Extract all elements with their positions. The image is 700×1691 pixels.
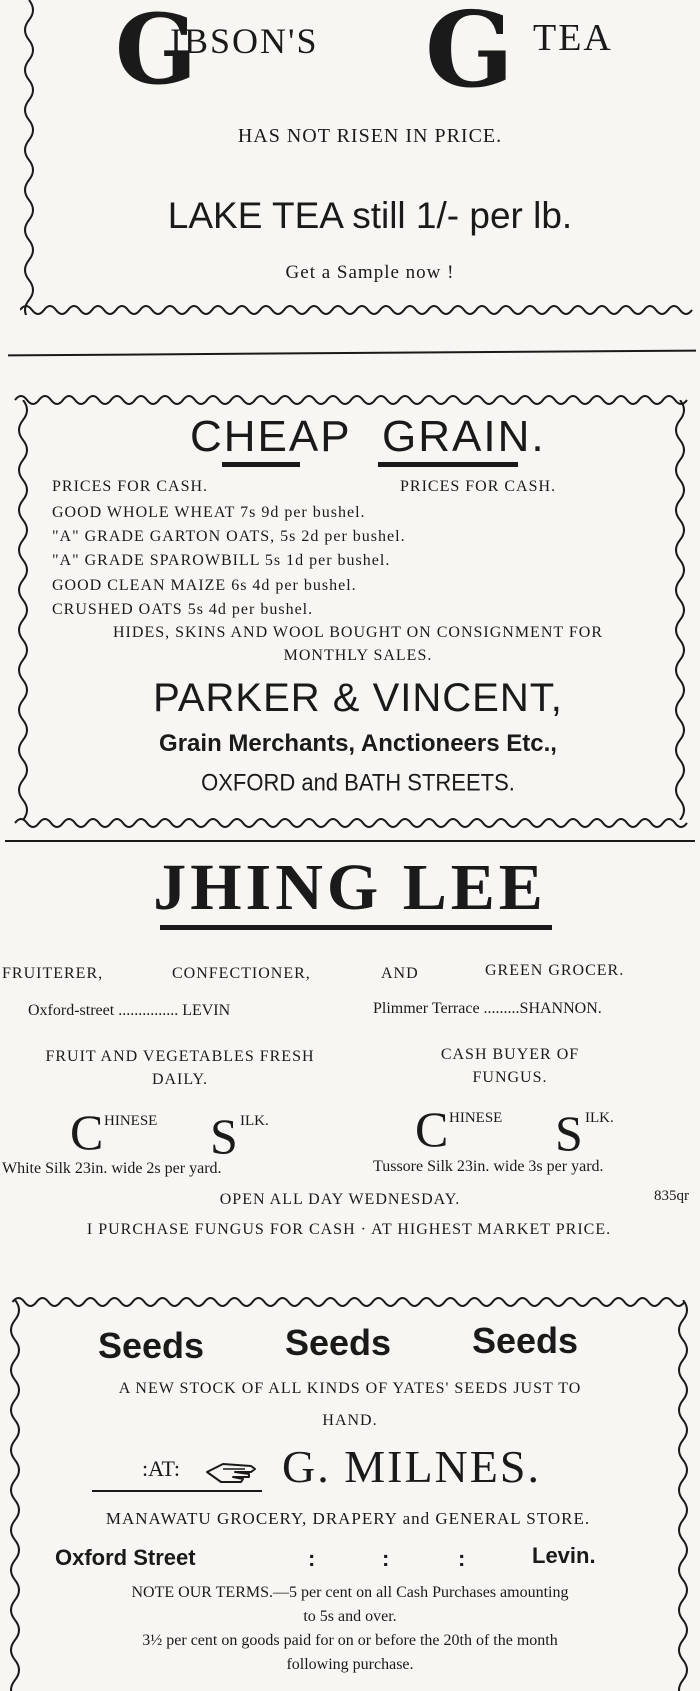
milnes-name: G. MILNES.: [282, 1441, 541, 1492]
colon-separator: :: [308, 1546, 316, 1571]
grain-word: GRAIN.: [382, 412, 546, 461]
terms-line-4: following purchase.: [286, 1656, 414, 1673]
stock-line-2: HAND.: [322, 1412, 378, 1429]
firm-name: PARKER & VINCENT,: [153, 676, 563, 720]
ad-code: 835qr: [654, 1188, 689, 1204]
jhing-lee-title: JHING LEE: [153, 851, 547, 924]
left-wavy-border: [8, 400, 38, 820]
colon-separator: :: [458, 1546, 466, 1571]
price-line: CRUSHED OATS 5s 4d per bushel.: [52, 601, 314, 618]
white-silk-price: White Silk 23in. wide 2s per yard.: [2, 1160, 222, 1177]
location-shannon: Plimmer Terrace .........SHANNON.: [373, 1000, 602, 1017]
sample-line: Get a Sample now !: [285, 262, 455, 283]
lake-tea-headline: LAKE TEA still 1/- per lb.: [167, 195, 573, 236]
prices-for-cash-right: PRICES FOR CASH.: [400, 478, 557, 495]
separator-rule: [5, 840, 695, 842]
role-green-grocer: GREEN GROCER.: [485, 962, 625, 979]
grain-underline: [378, 462, 518, 467]
silk-c: C: [70, 1104, 104, 1160]
at-label: :AT:: [142, 1456, 181, 1481]
terms-line-3: 3½ per cent on goods paid for on or before the 20th of the month: [142, 1632, 558, 1649]
chinese-silk-heading-right: [415, 1100, 645, 1160]
at-rule: [92, 1490, 262, 1492]
seeds-word: Seeds: [98, 1325, 205, 1366]
purchase-fungus-line: I PURCHASE FUNGUS FOR CASH · AT HIGHEST MARKET PRICE.: [86, 1221, 612, 1238]
colon-separator: :: [382, 1546, 390, 1571]
buyer-line-2: FUNGUS.: [472, 1069, 548, 1086]
silk-s: S: [210, 1108, 238, 1164]
open-wednesday: OPEN ALL DAY WEDNESDAY.: [219, 1191, 461, 1208]
cheap-underline: [222, 462, 300, 467]
separator-rule: [8, 350, 696, 357]
terms-line-1: NOTE OUR TERMS.—5 per cent on all Cash Purchases amounting: [131, 1584, 569, 1601]
address-line: OXFORD and BATH STREETS.: [201, 768, 515, 797]
price-line: "A" GRADE SPAROWBILL 5s 1d per bushel.: [52, 552, 391, 569]
silk-hinese: HINESE: [449, 1110, 503, 1126]
role-fruiterer: FRUITERER,: [2, 965, 104, 982]
silk-ilk: ILK.: [240, 1113, 269, 1129]
levin-town: Levin.: [532, 1543, 596, 1568]
role-and: AND: [381, 965, 419, 982]
fresh-line-1: FRUIT AND VEGETABLES FRESH: [45, 1048, 315, 1065]
seeds-word: Seeds: [472, 1320, 579, 1361]
bottom-wavy-border: [20, 300, 695, 320]
stock-line-1: A NEW STOCK OF ALL KINDS OF YATES' SEEDS JUST TO: [118, 1380, 582, 1397]
consignment-line-2: MONTHLY SALES.: [283, 647, 433, 664]
silk-hinese: HINESE: [104, 1113, 158, 1129]
location-levin: Oxford-street ............... LEVIN: [28, 1002, 231, 1019]
fresh-line-2: DAILY.: [151, 1071, 209, 1088]
seeds-word: Seeds: [285, 1322, 392, 1363]
title-underline: [160, 925, 552, 930]
store-line: MANAWATU GROCERY, DRAPERY and GENERAL STORE.: [105, 1509, 591, 1528]
silk-ilk: ILK.: [585, 1110, 614, 1126]
price-line: "A" GRADE GARTON OATS, 5s 2d per bushel.: [52, 528, 406, 545]
price-line: GOOD CLEAN MAIZE 6s 4d per bushel.: [52, 577, 357, 594]
title-tea: TEA: [533, 17, 613, 59]
price-tagline: HAS NOT RISEN IN PRICE.: [237, 125, 503, 147]
top-wavy-border: [10, 390, 695, 410]
bottom-wavy-border: [10, 813, 695, 833]
pointing-hand-icon: [205, 1460, 257, 1484]
top-wavy-border: [5, 1292, 695, 1312]
gibsons-title: [115, 0, 675, 111]
price-line: GOOD WHOLE WHEAT 7s 9d per bushel.: [52, 504, 366, 521]
buyer-line-1: CASH BUYER OF: [440, 1046, 580, 1063]
logo-g: G: [425, 0, 514, 111]
silk-s: S: [555, 1105, 583, 1161]
consignment-line-1: HIDES, SKINS AND WOOL BOUGHT ON CONSIGNMENT FOR: [113, 624, 603, 641]
chinese-silk-heading-left: [70, 1103, 300, 1163]
cheap-word: CHEAP: [190, 412, 352, 461]
oxford-street: Oxford Street: [55, 1545, 196, 1570]
title-initial-g: G: [115, 0, 197, 106]
terms-line-2: to 5s and over.: [303, 1608, 397, 1625]
silk-c: C: [415, 1101, 449, 1157]
tussore-silk-price: Tussore Silk 23in. wide 3s per yard.: [373, 1158, 604, 1175]
role-confectioner: CONFECTIONER,: [172, 965, 311, 982]
trade-line: Grain Merchants, Anctioneers Etc.,: [159, 730, 557, 757]
title-rest: IBSON'S: [170, 21, 319, 61]
prices-for-cash-left: PRICES FOR CASH.: [52, 478, 209, 495]
